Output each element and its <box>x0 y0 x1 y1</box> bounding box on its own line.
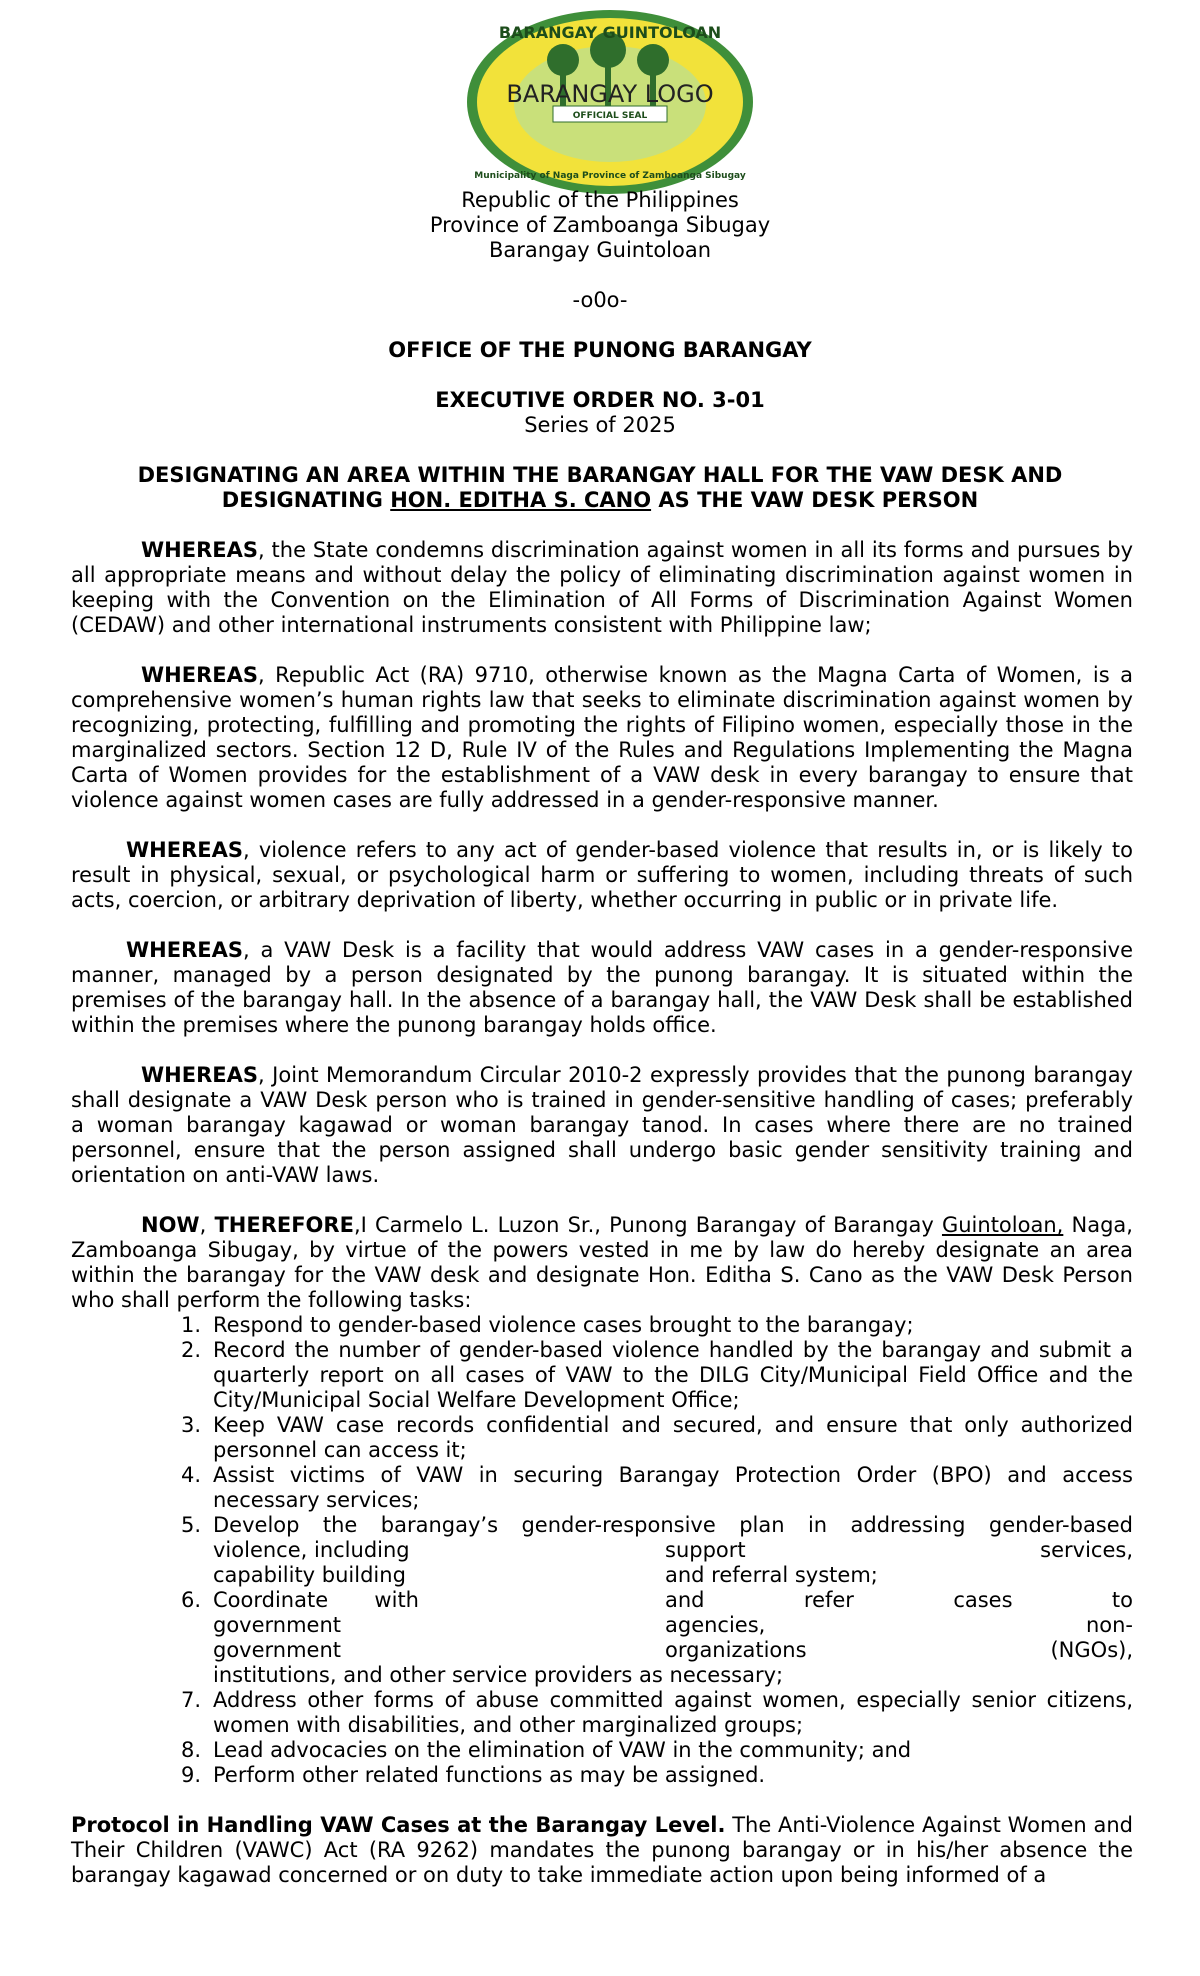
body-text <box>71 538 1133 1913</box>
seal-ring-top: BARANGAY GUINTOLOAN <box>498 23 722 42</box>
task-item: 7. Address other forms of abuse committed against women, especially senior citizens, women with disabilities, and other marginalized groups; <box>181 1688 1133 1737</box>
whereas-clause-3: WHEREAS, violence refers to any act of gender-based violence that results in, or is likely to result in physical, sexual, or psychological harm or suffering to women, including threats of such acts, coercion, or arbitrary deprivation of liberty, whether occurring in public or in private life. <box>71 838 1133 912</box>
header-province: Province of Zamboanga Sibugay <box>429 213 771 237</box>
task-item: 5. Develop the barangay’s gender-responsive plan in addressing gender-based violence, including support services, capability building and referral system; <box>181 1513 1133 1587</box>
order-title-line2: DESIGNATING HON. EDITHA S. CANO AS THE VAW DESK PERSON <box>221 488 979 512</box>
order-title-line1: DESIGNATING AN AREA WITHIN THE BARANGAY HALL FOR THE VAW DESK AND <box>137 463 1063 487</box>
task-item: 8. Lead advocacies on the elimination of VAW in the community; and <box>181 1738 912 1762</box>
header-separator: -o0o- <box>572 288 628 312</box>
now-therefore-clause: NOW, THEREFORE,I Carmelo L. Luzon Sr., Punong Barangay of Barangay Guintoloan, Naga, Zamboanga Sibugay, by virtue of the powers vested in me by law do hereby designate an area within the barangay for the VAW desk and designate Hon. Editha S. Cano as the VAW Desk Person who shall perform the following tasks: <box>71 1213 1133 1312</box>
task-item: 2. Record the number of gender-based violence handled by the barangay and submit a quarterly report on all cases of VAW to the DILG City/Municipal Field Office and the City/Municipal Social Welfare Development Office; <box>181 1338 1133 1412</box>
barangay-name: Guintoloan, <box>941 1213 1064 1237</box>
office-title: OFFICE OF THE PUNONG BARANGAY <box>388 338 812 362</box>
series-year: Series of 2025 <box>524 413 676 437</box>
executive-order-number: EXECUTIVE ORDER NO. 3-01 <box>435 388 765 412</box>
task-item: 1. Respond to gender-based violence cases brought to the barangay; <box>181 1313 914 1337</box>
seal-ring-bottom: Municipality of Naga Province of Zamboanga Sibugay <box>474 171 746 181</box>
protocol-paragraph: Protocol in Handling VAW Cases at the Barangay Level. The Anti-Violence Against Women and Their Children (VAWC) Act (RA 9262) mandates the punong barangay or in his/her absence the barangay kagawad concerned or on duty to take immediate action upon being informed of a <box>71 1813 1133 1887</box>
task-item: 4. Assist victims of VAW in securing Barangay Protection Order (BPO) and access necessary services; <box>181 1463 1133 1512</box>
task-item: 6. Coordinate with and refer cases to government agencies, non- government organizations (NGOs), institutions, and other service providers as necessary; <box>181 1588 1133 1687</box>
task-item: 3. Keep VAW case records confidential and secured, and ensure that only authorized personnel can access it; <box>181 1413 1133 1462</box>
whereas-clause-5: WHEREAS, Joint Memorandum Circular 2010-2 expressly provides that the punong barangay shall designate a VAW Desk person who is trained in gender-sensitive handling of cases; preferably a woman barangay kagawad or woman barangay tanod. In cases where there are no trained personnel, ensure that the person assigned shall undergo basic gender sensitivity training and orientation on anti-VAW laws. <box>71 1063 1133 1187</box>
seal-label: OFFICIAL SEAL <box>572 111 648 121</box>
task-item: 9. Perform other related functions as may be assigned. <box>181 1763 766 1787</box>
logo-alt-text: BARANGAY LOGO <box>506 80 714 108</box>
header-republic: Republic of the Philippines <box>461 188 739 212</box>
whereas-clause-1: WHEREAS, the State condemns discrimination against women in all its forms and pursues by all appropriate means and without delay the policy of eliminating discrimination against women in keeping with the Convention on the Elimination of All Forms of Discrimination Against Women (CEDAW) and other international instruments consistent with Philippine law; <box>71 538 1133 637</box>
header-barangay: Barangay Guintoloan <box>488 238 712 262</box>
designee-name: HON. EDITHA S. CANO <box>390 488 652 512</box>
whereas-clause-4: WHEREAS, a VAW Desk is a facility that would address VAW cases in a gender-responsive manner, managed by a person designated by the punong barangay. It is situated within the premises of the barangay hall. In the absence of a barangay hall, the VAW Desk shall be established within the premises where the punong barangay holds office. <box>71 938 1133 1037</box>
whereas-clause-2: WHEREAS, Republic Act (RA) 9710, otherwise known as the Magna Carta of Women, is a comprehensive women’s human rights law that seeks to eliminate discrimination against women by recognizing, protecting, fulfilling and promoting the rights of Filipino women, especially those in the marginalized sectors. Section 12 D, Rule IV of the Rules and Regulations Implementing the Magna Carta of Women provides for the establishment of a VAW desk in every barangay to ensure that violence against women cases are fully addressed in a gender-responsive manner. <box>71 663 1133 812</box>
tasks-list <box>71 1313 1133 1788</box>
